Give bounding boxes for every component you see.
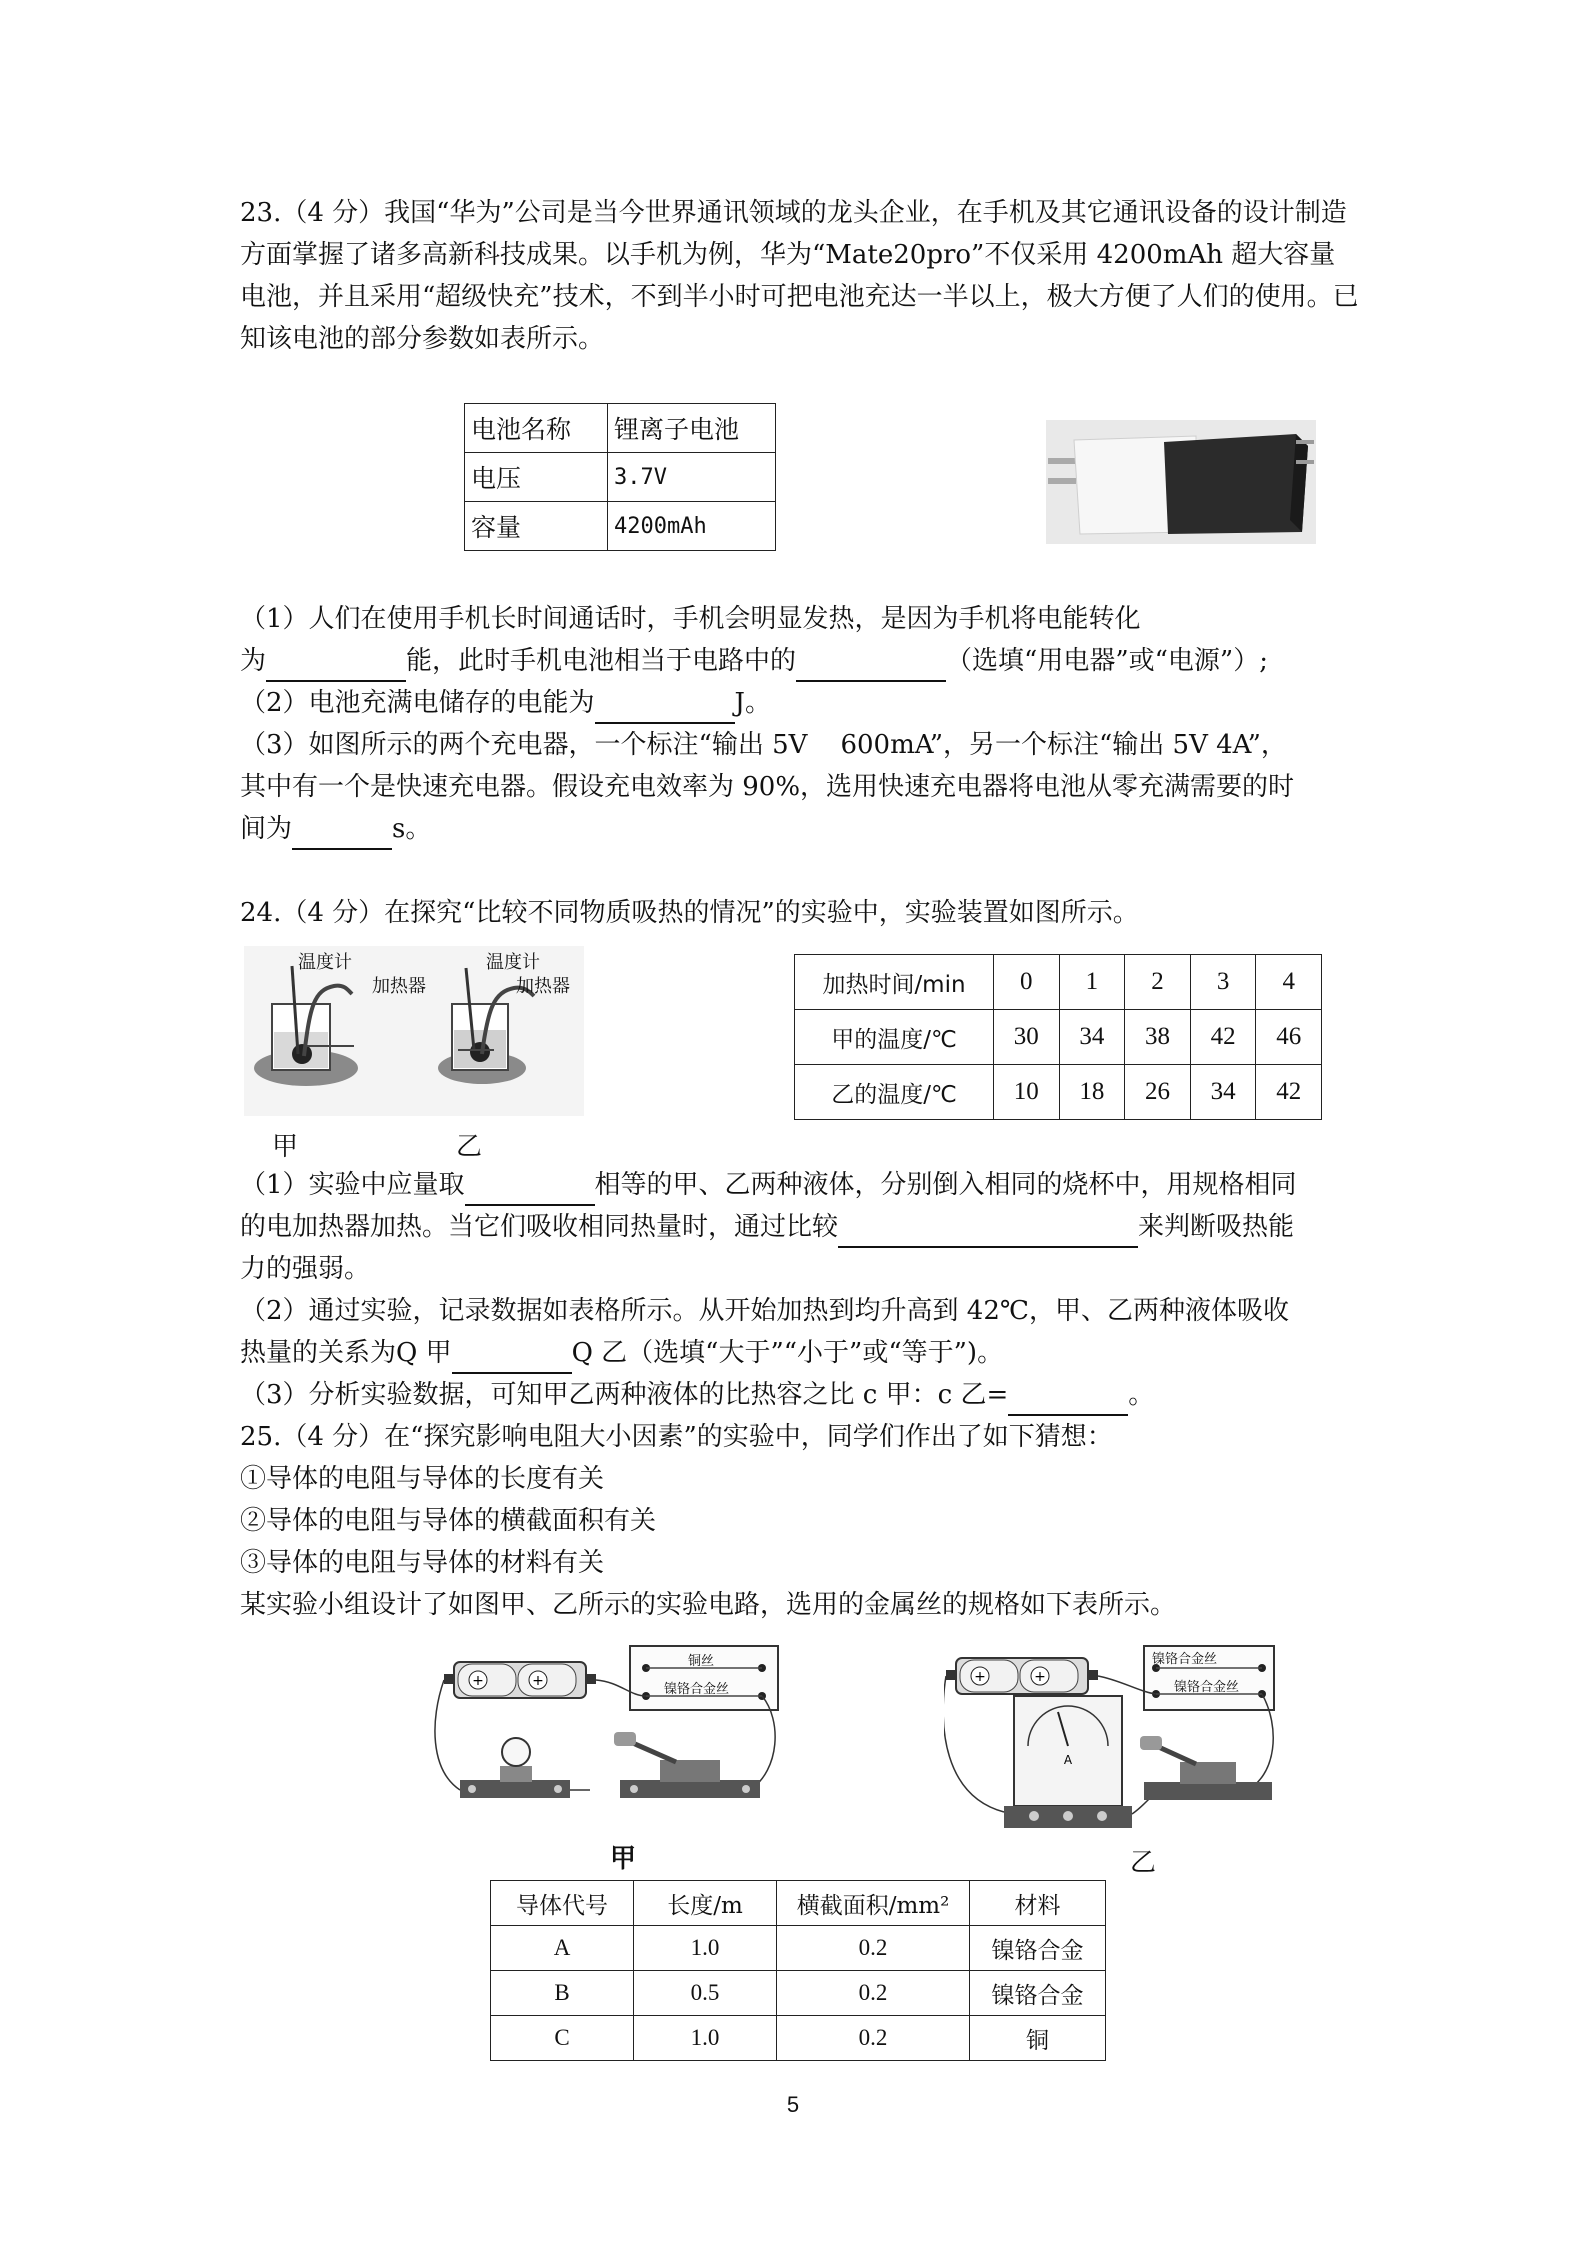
table-cell: 导体代号 xyxy=(491,1881,634,1926)
table-cell: 3 xyxy=(1190,955,1256,1010)
table-cell: 0.2 xyxy=(777,1971,970,2016)
q23-p1b xyxy=(240,640,1268,682)
q23-p3c xyxy=(240,808,431,850)
answer-blank[interactable] xyxy=(796,650,946,682)
svg-text:+: + xyxy=(532,1673,544,1689)
heater-label: 加热器 xyxy=(372,976,426,997)
table-cell: 34 xyxy=(1059,1010,1125,1065)
table-cell: A xyxy=(491,1926,634,1971)
q24-intro: 24.（4 分）在探究“比较不同物质吸热的情况”的实验中，实验装置如图所示。 xyxy=(240,898,1139,928)
answer-blank[interactable] xyxy=(1008,1384,1128,1416)
text: 热量的关系为Q 甲 xyxy=(240,1338,452,1368)
q24-p2a: （2）通过实验，记录数据如表格所示。从开始加热到均升高到 42℃，甲、乙两种液体吸收 xyxy=(240,1296,1289,1326)
table-row xyxy=(491,1971,1106,2016)
text: 相等的甲、乙两种液体，分别倒入相同的烧杯中，用规格相同 xyxy=(594,1170,1297,1200)
table-row xyxy=(465,502,776,551)
q24-p1b xyxy=(240,1206,1294,1248)
table-cell: 0.2 xyxy=(777,2016,970,2061)
page-number: 5 xyxy=(786,2092,800,2117)
table-cell: 甲的温度/℃ xyxy=(795,1010,994,1065)
table-cell: B xyxy=(491,1971,634,2016)
answer-blank[interactable] xyxy=(292,818,392,850)
figure-caption-yi: 乙 xyxy=(1130,1848,1157,1878)
battery-table xyxy=(464,403,776,551)
table-row xyxy=(491,1881,1106,1926)
table-cell: 42 xyxy=(1256,1065,1322,1120)
q23-p2 xyxy=(240,682,771,724)
table-cell: 锂离子电池 xyxy=(608,404,776,453)
table-row xyxy=(795,1010,1322,1065)
guess-item: ②导体的电阻与导体的横截面积有关 xyxy=(240,1506,657,1536)
svg-text:A: A xyxy=(1063,1753,1073,1767)
text: （选填“用电器”或“电源”）; xyxy=(946,646,1268,676)
table-cell: 42 xyxy=(1190,1010,1256,1065)
temperature-table xyxy=(794,954,1322,1120)
table-cell: 10 xyxy=(994,1065,1060,1120)
heater-label: 加热器 xyxy=(516,976,570,997)
table-cell: 4 xyxy=(1256,955,1322,1010)
table-cell: 4200mAh xyxy=(608,502,776,551)
answer-blank[interactable] xyxy=(595,692,735,724)
text: 为 xyxy=(240,646,267,676)
table-cell: 0 xyxy=(994,955,1060,1010)
thermometer-label: 温度计 xyxy=(298,952,352,973)
table-cell: 46 xyxy=(1256,1010,1322,1065)
table-cell: 铜 xyxy=(970,2016,1106,2061)
table-row xyxy=(465,453,776,502)
text: （3）分析实验数据，可知甲乙两种液体的比热容之比 c 甲：c 乙= xyxy=(240,1380,1009,1410)
q24-p1a xyxy=(240,1164,1297,1206)
text: 来判断吸热能 xyxy=(1138,1212,1295,1242)
copper-wire-label: 铜丝 xyxy=(688,1654,715,1669)
guess-item: ①导体的电阻与导体的长度有关 xyxy=(240,1464,605,1494)
q24-p1c: 力的强弱。 xyxy=(240,1254,371,1284)
svg-text:+: + xyxy=(472,1673,484,1689)
table-cell: 1.0 xyxy=(634,2016,777,2061)
table-cell: 1 xyxy=(1059,955,1125,1010)
q25-intro: 25.（4 分）在“探究影响电阻大小因素”的实验中，同学们作出了如下猜想： xyxy=(240,1422,1113,1452)
text: 能，此时手机电池相当于电路中的 xyxy=(406,646,797,676)
text: （2）电池充满电储存的电能为 xyxy=(240,688,595,718)
circuit-figure-yi xyxy=(944,1636,1284,1836)
table-cell: C xyxy=(491,2016,634,2061)
text: 。 xyxy=(1128,1380,1155,1410)
table-cell: 横截面积/mm² xyxy=(777,1881,970,1926)
table-cell: 长度/m xyxy=(634,1881,777,1926)
table-cell: 38 xyxy=(1125,1010,1191,1065)
circuit-figure-jia xyxy=(430,1640,790,1812)
table-cell: 材料 xyxy=(970,1881,1106,1926)
table-cell: 2 xyxy=(1125,955,1191,1010)
table-cell: 电池名称 xyxy=(465,404,608,453)
table-cell: 0.5 xyxy=(634,1971,777,2016)
text: 的电加热器加热。当它们吸收相同热量时，通过比较 xyxy=(240,1212,839,1242)
q23-p3b: 其中有一个是快速充电器。假设充电效率为 90%，选用快速充电器将电池从零充满需要的时 xyxy=(240,772,1295,802)
text: （1）实验中应量取 xyxy=(240,1170,465,1200)
text: 间为 xyxy=(240,814,293,844)
nichrome-wire-label: 镍铬合金丝 xyxy=(1152,1652,1218,1667)
q23-p1a: （1）人们在使用手机长时间通话时，手机会明显发热，是因为手机将电能转化 xyxy=(240,604,1141,634)
text: s。 xyxy=(392,814,432,844)
table-cell: 乙的温度/℃ xyxy=(795,1065,994,1120)
q25-design: 某实验小组设计了如图甲、乙所示的实验电路，选用的金属丝的规格如下表所示。 xyxy=(240,1590,1177,1620)
table-cell: 0.2 xyxy=(777,1926,970,1971)
svg-text:+: + xyxy=(1034,1669,1046,1685)
table-cell: 3.7V xyxy=(608,453,776,502)
table-row xyxy=(465,404,776,453)
figure-caption-yi: 乙 xyxy=(456,1132,483,1162)
table-cell: 1.0 xyxy=(634,1926,777,1971)
table-cell: 34 xyxy=(1190,1065,1256,1120)
table-cell: 镍铬合金 xyxy=(970,1926,1106,1971)
conductor-table xyxy=(490,1880,1106,2061)
answer-blank[interactable] xyxy=(266,650,406,682)
q24-p3 xyxy=(240,1374,1154,1416)
text: J。 xyxy=(734,688,771,718)
table-cell: 30 xyxy=(994,1010,1060,1065)
nichrome-wire-label: 镍铬合金丝 xyxy=(664,1682,730,1697)
chargers-photo xyxy=(1046,420,1316,544)
table-cell: 18 xyxy=(1059,1065,1125,1120)
table-cell: 电压 xyxy=(465,453,608,502)
q23-intro: 23.（4 分）我国“华为”公司是当今世界通讯领域的龙头企业，在手机及其它通讯设备的设计制造方面掌握了诸多高新科技成果。以手机为例，华为“Mate20pro”不仅采用 4200mAh 超大容量电池，并且采用“超级快充”技术，不到半小时可把电池充达一半以上，极大方便了人们的使用。已知该电池的部分参数如表所示。 xyxy=(240,198,1359,354)
q23-p3a: （3）如图所示的两个充电器，一个标注“输出 5V 600mA”，另一个标注“输出 5V 4A”， xyxy=(240,730,1287,760)
table-row xyxy=(795,1065,1322,1120)
guess-item: ③导体的电阻与导体的材料有关 xyxy=(240,1548,605,1578)
table-cell: 加热时间/min xyxy=(795,955,994,1010)
answer-blank[interactable] xyxy=(838,1216,1138,1248)
answer-blank[interactable] xyxy=(465,1174,595,1206)
figure-caption-jia: 甲 xyxy=(272,1132,299,1162)
thermometer-label: 温度计 xyxy=(486,952,540,973)
table-row xyxy=(491,1926,1106,1971)
table-row xyxy=(795,955,1322,1010)
table-row xyxy=(491,2016,1106,2061)
table-cell: 26 xyxy=(1125,1065,1191,1120)
table-cell: 容量 xyxy=(465,502,608,551)
text: Q 乙（选填“大于”“小于”或“等于”)。 xyxy=(571,1338,1004,1368)
svg-text:+: + xyxy=(974,1669,986,1685)
table-cell: 镍铬合金 xyxy=(970,1971,1106,2016)
answer-blank[interactable] xyxy=(452,1342,572,1374)
figure-caption-jia: 甲 xyxy=(610,1844,637,1874)
q24-p2b xyxy=(240,1332,1003,1374)
nichrome-wire-label: 镍铬合金丝 xyxy=(1174,1680,1240,1695)
